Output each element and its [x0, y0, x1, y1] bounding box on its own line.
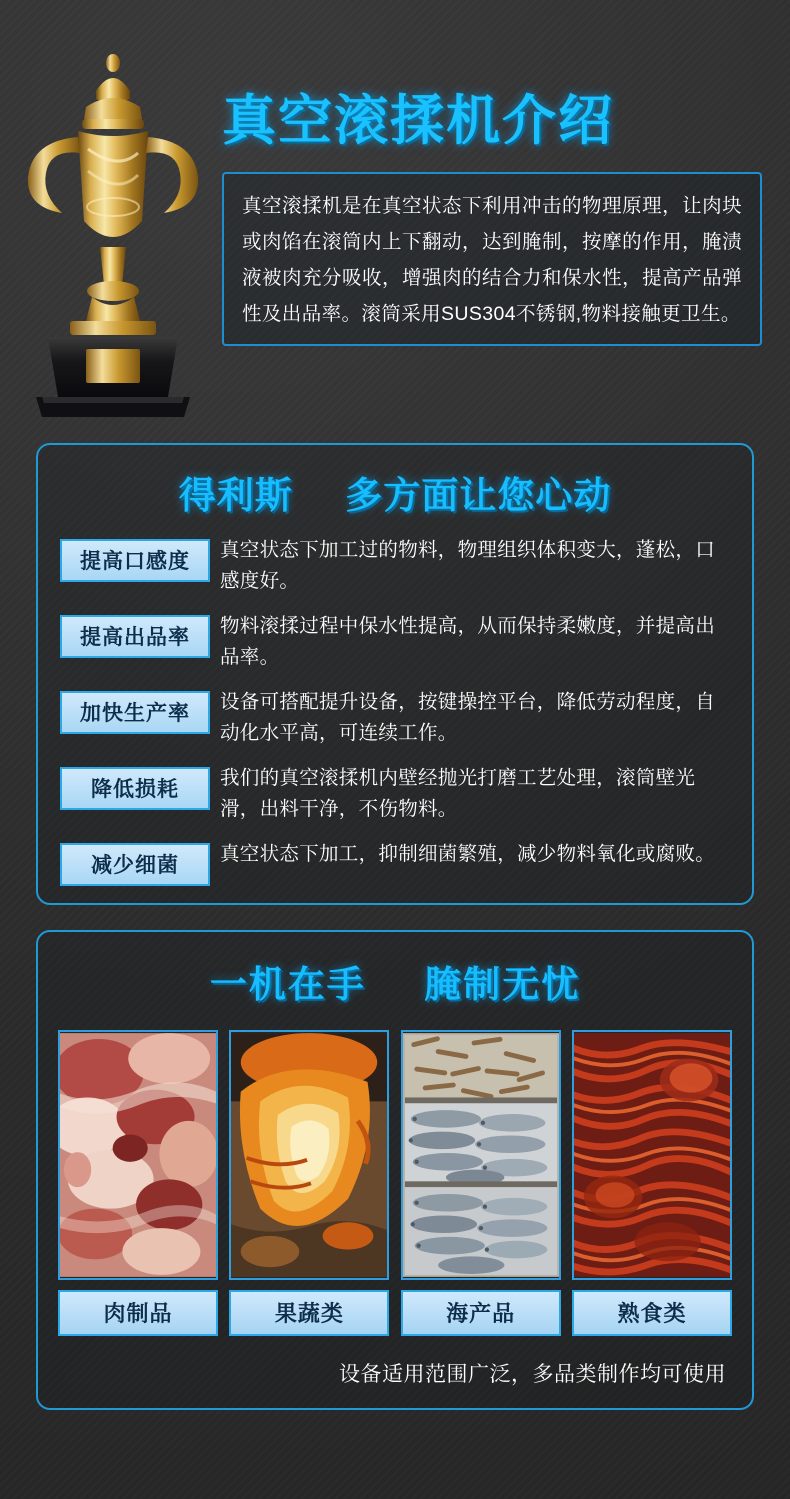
gallery-title-left: 一机在手 — [209, 964, 366, 1005]
status-badge: 加快生产率 — [60, 691, 210, 734]
gallery-card — [572, 1030, 732, 1336]
feature-text: 真空状态下加工，抑制细菌繁殖，减少物料氧化或腐败。 — [220, 843, 716, 865]
hero-description: 真空滚揉机是在真空状态下利用冲击的物理原理，让肉块或肉馅在滚筒内上下翻动，达到腌制，按摩的作用，腌渍液被肉充分吸收，增强肉的结合力和保水性，提高产品弹性及出品率。滚筒采用SUS304不锈钢,物料接触更卫生。 — [242, 195, 742, 325]
trophy-icon — [8, 45, 218, 420]
status-badge: 提高出品率 — [60, 615, 210, 658]
page-title: 真空滚揉机介绍 — [222, 91, 614, 151]
list-item — [38, 763, 752, 825]
hero-section — [0, 0, 790, 425]
card-label: 海产品 — [401, 1290, 561, 1336]
list-item — [38, 687, 752, 749]
feature-text: 真空状态下加工过的物料，物理组织体积变大，蓬松，口感度好。 — [220, 539, 716, 592]
features-title — [38, 465, 752, 519]
list-item — [38, 839, 752, 886]
card-label: 熟食类 — [572, 1290, 732, 1336]
card-label: 肉制品 — [58, 1290, 218, 1336]
raw-meat-photo — [58, 1030, 218, 1280]
fish-crates-photo — [401, 1030, 561, 1280]
features-list — [38, 535, 752, 886]
feature-text: 物料滚揉过程中保水性提高，从而保持柔嫩度，并提高出品率。 — [220, 615, 716, 668]
features-title-right: 多方面让您心动 — [345, 475, 612, 516]
gallery-footer-note: 设备适用范围广泛，多品类制作均可使用 — [339, 1363, 726, 1386]
list-item — [38, 611, 752, 673]
list-item — [38, 535, 752, 597]
status-badge: 降低损耗 — [60, 767, 210, 810]
gallery-title-right: 腌制无忧 — [424, 964, 581, 1005]
cooked-food-photo — [572, 1030, 732, 1280]
features-section — [36, 443, 754, 905]
feature-text: 我们的真空滚揉机内壁经抛光打磨工艺处理，滚筒壁光滑，出料干净，不伤物料。 — [220, 767, 696, 820]
gallery-cards — [38, 1008, 752, 1336]
status-badge: 减少细菌 — [60, 843, 210, 886]
card-label: 果蔬类 — [229, 1290, 389, 1336]
gallery-section — [36, 930, 754, 1410]
kimchi-cabbage-photo — [229, 1030, 389, 1280]
feature-text: 设备可搭配提升设备，按键操控平台，降低劳动程度，自动化水平高，可连续工作。 — [220, 691, 716, 744]
features-title-left: 得利斯 — [178, 475, 293, 516]
hero-description-box — [222, 172, 762, 346]
gallery-card — [58, 1030, 218, 1336]
gallery-card — [229, 1030, 389, 1336]
gallery-title — [38, 954, 752, 1008]
status-badge: 提高口感度 — [60, 539, 210, 582]
gallery-card — [401, 1030, 561, 1336]
